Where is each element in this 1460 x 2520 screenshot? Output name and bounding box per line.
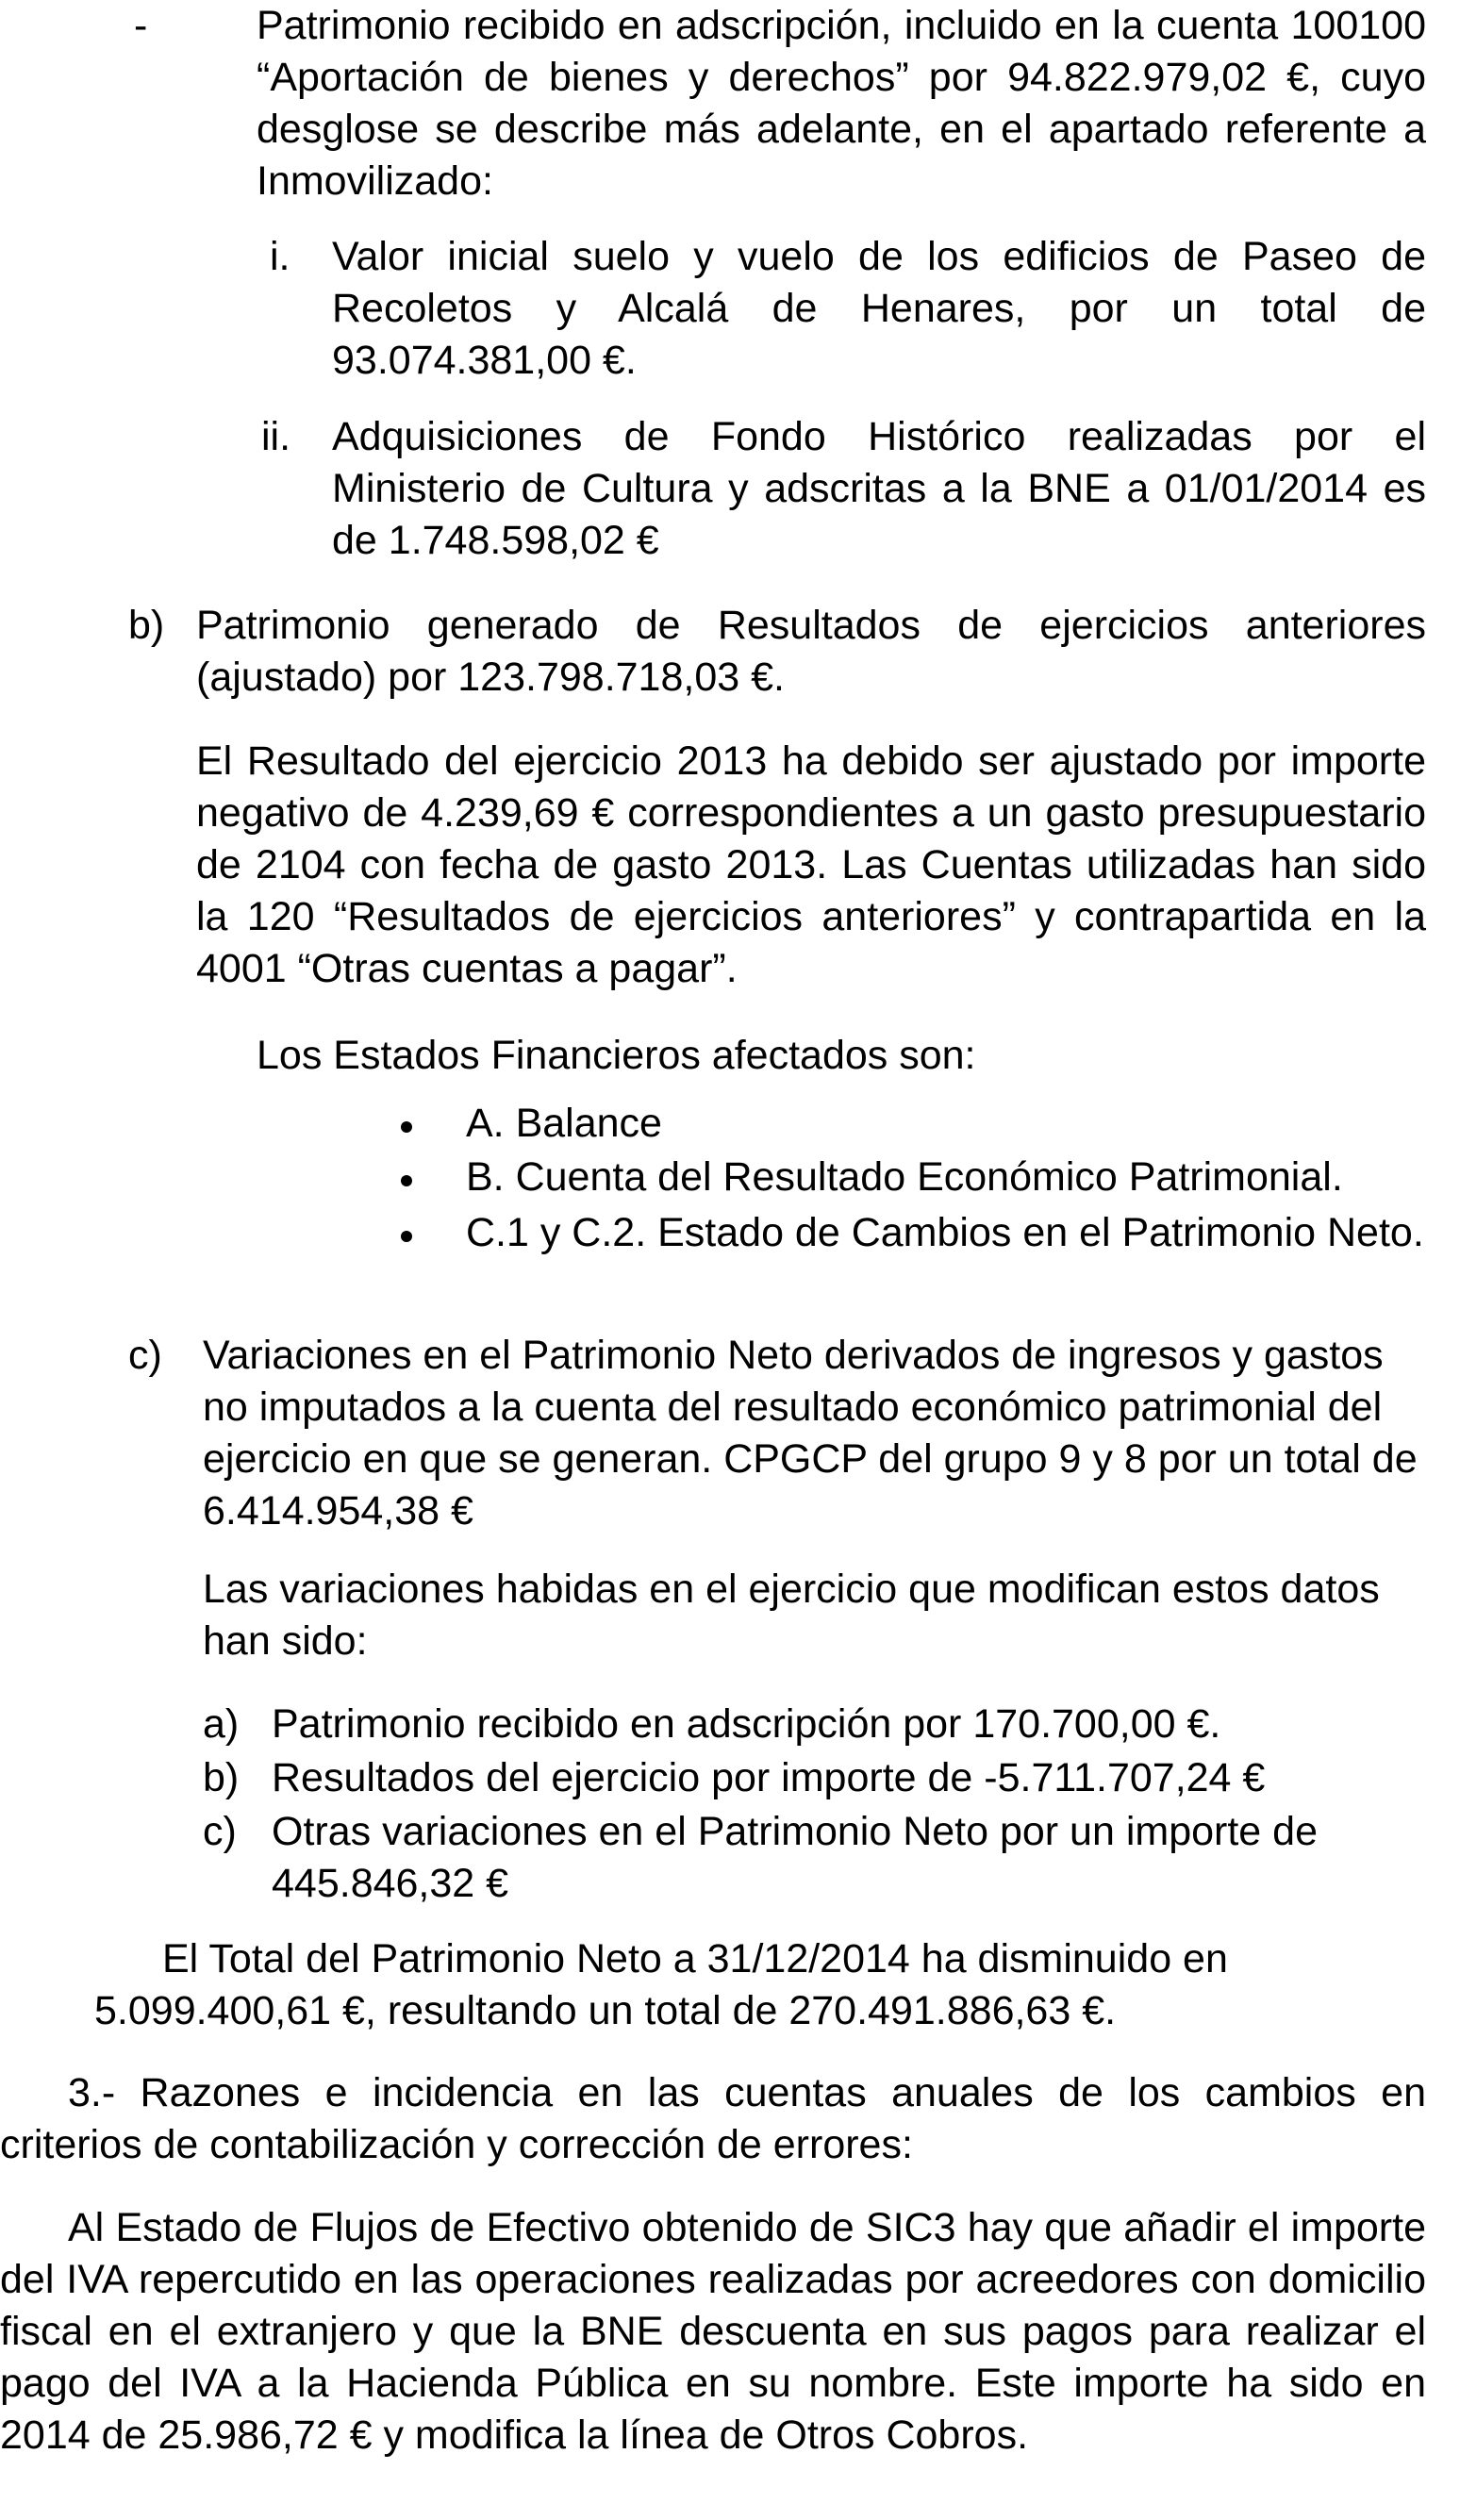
list-marker: a) bbox=[203, 1701, 240, 1747]
list-marker: b) bbox=[203, 1755, 240, 1800]
bullet-item: B. Cuenta del Resultado Económico Patrimonial. bbox=[466, 1154, 1343, 1200]
bullet-item: A. Balance bbox=[466, 1101, 662, 1146]
list-marker: - bbox=[134, 3, 148, 48]
list-item-text: Variaciones en el Patrimonio Neto derivados de ingresos y gastos no imputados a la cuenta del resultado económico patrimonial del ejercicio en que se generan. CPGCP del grupo 9 y 8 por un total de 6.414.954,38 € bbox=[203, 1333, 1418, 1534]
sub-list-item-text: Valor inicial suelo y vuelo de los edificios de Paseo de Recoletos y Alcalá de Henares, por un total de 93.074.381,00 €. bbox=[332, 234, 1426, 383]
section-body: Al Estado de Flujos de Efectivo obtenido de SIC3 hay que añadir el importe del IVA repercutido en las operaciones realizadas por acreedores con domicilio fiscal en el extranjero y que la BNE descuenta en sus pagos para realizar el pago del IVA a la Hacienda Pública en su nombre. Este importe ha sido en 2014 de 25.986,72 € y modifica la línea de Otros Cobros. bbox=[0, 2205, 1426, 2458]
list-item-text: Otras variaciones en el Patrimonio Neto por un importe de 445.846,32 € bbox=[272, 1809, 1318, 1906]
list-marker: b) bbox=[128, 603, 165, 648]
sub-list-marker: ii. bbox=[261, 414, 291, 459]
bullet-item: C.1 y C.2. Estado de Cambios en el Patrimonio Neto. bbox=[466, 1210, 1424, 1255]
bullet-icon bbox=[401, 1175, 412, 1186]
paragraph: Las variaciones habidas en el ejercicio que modifican estos datos han sido: bbox=[203, 1567, 1380, 1664]
sub-list-marker: i. bbox=[270, 234, 290, 279]
list-marker: c) bbox=[203, 1809, 237, 1854]
list-marker: c) bbox=[128, 1333, 162, 1378]
paragraph: Los Estados Financieros afectados son: bbox=[257, 1033, 976, 1078]
total-paragraph: El Total del Patrimonio Neto a 31/12/2014 ha disminuido en 5.099.400,61 €, resultando un total de 270.491.886,63 €. bbox=[94, 1936, 1228, 2033]
section-heading: 3.- Razones e incidencia en las cuentas anuales de los cambios en criterios de contabilización y corrección de errores: bbox=[0, 2070, 1426, 2167]
list-item-text: Patrimonio recibido en adscripción por 170.700,00 €. bbox=[272, 1701, 1221, 1747]
bullet-icon bbox=[401, 1231, 412, 1242]
list-item-text: Patrimonio generado de Resultados de ejercicios anteriores (ajustado) por 123.798.718,03 €. bbox=[196, 603, 1426, 700]
list-item-text: Resultados del ejercicio por importe de -5.711.707,24 € bbox=[272, 1755, 1266, 1800]
list-item-text: Patrimonio recibido en adscripción, incluido en la cuenta 100100 “Aportación de bienes y derechos” por 94.822.979,02 €, cuyo desglose se describe más adelante, en el apartado referente a Inmovilizado: bbox=[257, 3, 1426, 204]
paragraph: El Resultado del ejercicio 2013 ha debido ser ajustado por importe negativo de 4.239,69 € correspondientes a un gasto presupuestario de 2104 con fecha de gasto 2013. Las Cuentas utilizadas han sido la 120 “Resultados de ejercicios anteriores” y contrapartida en la 4001 “Otras cuentas a pagar”. bbox=[196, 738, 1426, 991]
sub-list-item-text: Adquisiciones de Fondo Histórico realizadas por el Ministerio de Cultura y adscritas a la BNE a 01/01/2014 es de 1.748.598,02 € bbox=[332, 414, 1426, 563]
bullet-icon bbox=[401, 1121, 412, 1133]
